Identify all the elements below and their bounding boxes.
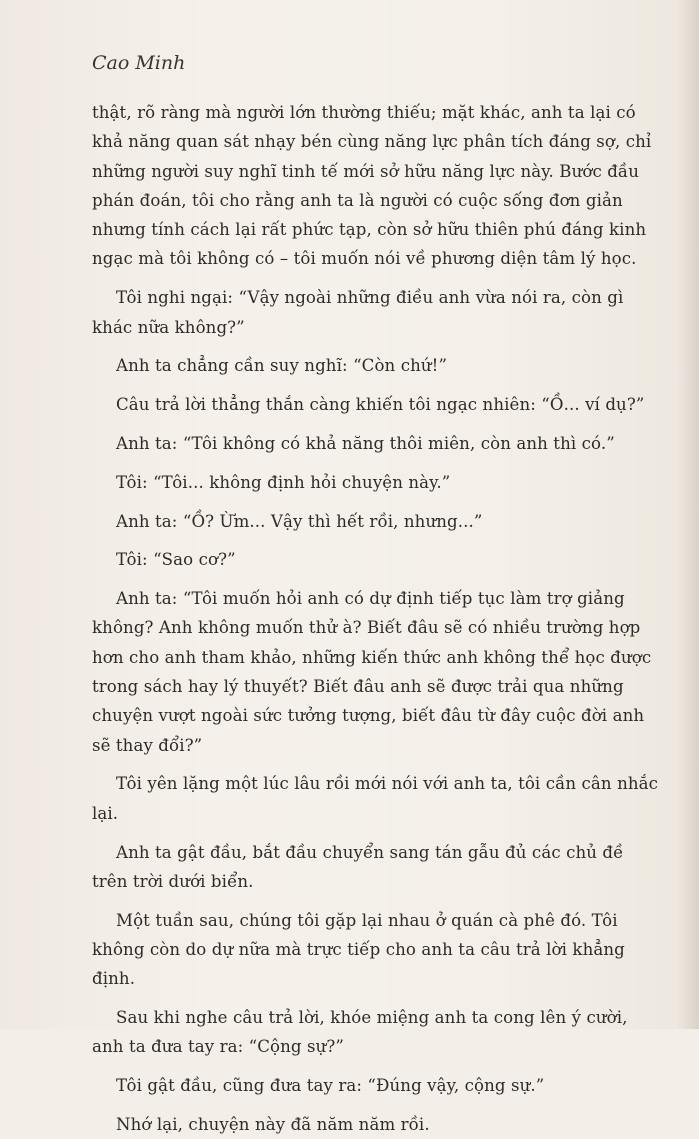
paragraph: Sau khi nghe câu trả lời, khóe miệng anh ta cong lên ý cười, anh ta đưa tay ra: “Cộng sự?” (92, 1008, 628, 1057)
paragraph: Tôi: “Sao cơ?” (116, 550, 236, 570)
paragraph: Câu trả lời thẳng thắn càng khiến tôi ngạc nhiên: “Ồ... ví dụ?” (116, 395, 645, 415)
paragraph: Anh ta gật đầu, bắt đầu chuyển sang tán gẫu đủ các chủ đề trên trời dưới biển. (92, 842, 624, 891)
running-header: Cao Minh (92, 52, 186, 74)
paragraph: Anh ta chẳng cần suy nghĩ: “Còn chứ!” (116, 356, 448, 376)
paragraph: Tôi: “Tôi... không định hỏi chuyện này.” (116, 472, 451, 492)
paragraph: Anh ta: “Tôi muốn hỏi anh có dự định tiếp tục làm trợ giảng không? Anh không muốn thử à? Biết đâu sẽ có nhiều trường hợp hơn cho anh tham khảo, những kiến thức anh không thể học được trong sách hay lý thuyết? Biết đâu anh sẽ được trải qua những chuyện vượt ngoài sức tưởng tượng, biết đâu từ đây cuộc đời anh sẽ thay đổi?” (92, 589, 652, 755)
paragraph: Anh ta: “Ồ? Ừm... Vậy thì hết rồi, nhưng...” (116, 511, 483, 531)
paragraph-continuation: thật, rõ ràng mà người lớn thường thiếu; mặt khác, anh ta lại có khả năng quan sát nhạy bén cùng năng lực phân tích đáng sợ, chỉ những người suy nghĩ tinh tế mới sở hữu năng lực này. Bước đầu phán đoán, tôi cho rằng anh ta là người có cuộc sống đơn giản nhưng tính cách lại rất phức tạp, còn sở hữu thiên phú đáng kinh ngạc mà tôi không có – tôi muốn nói về phương diện tâm lý học. (92, 103, 652, 269)
paragraph: Tôi gật đầu, cũng đưa tay ra: “Đúng vậy, cộng sự.” (116, 1076, 545, 1096)
paragraph: Một tuần sau, chúng tôi gặp lại nhau ở quán cà phê đó. Tôi không còn do dự nữa mà trực tiếp cho anh ta câu trả lời khẳng định. (92, 910, 625, 989)
body-text (92, 98, 664, 1139)
paragraph: Tôi nghi ngại: “Vậy ngoài những điều anh vừa nói ra, còn gì khác nữa không?” (92, 288, 624, 337)
paragraph: Nhớ lại, chuyện này đã năm năm rồi. (116, 1114, 430, 1134)
paragraph: Anh ta: “Tôi không có khả năng thôi miên, còn anh thì có.” (116, 433, 615, 453)
paragraph: Tôi yên lặng một lúc lâu rồi mới nói với anh ta, tôi cần cân nhắc lại. (92, 774, 659, 823)
page-edge-shadow (677, 0, 699, 1029)
